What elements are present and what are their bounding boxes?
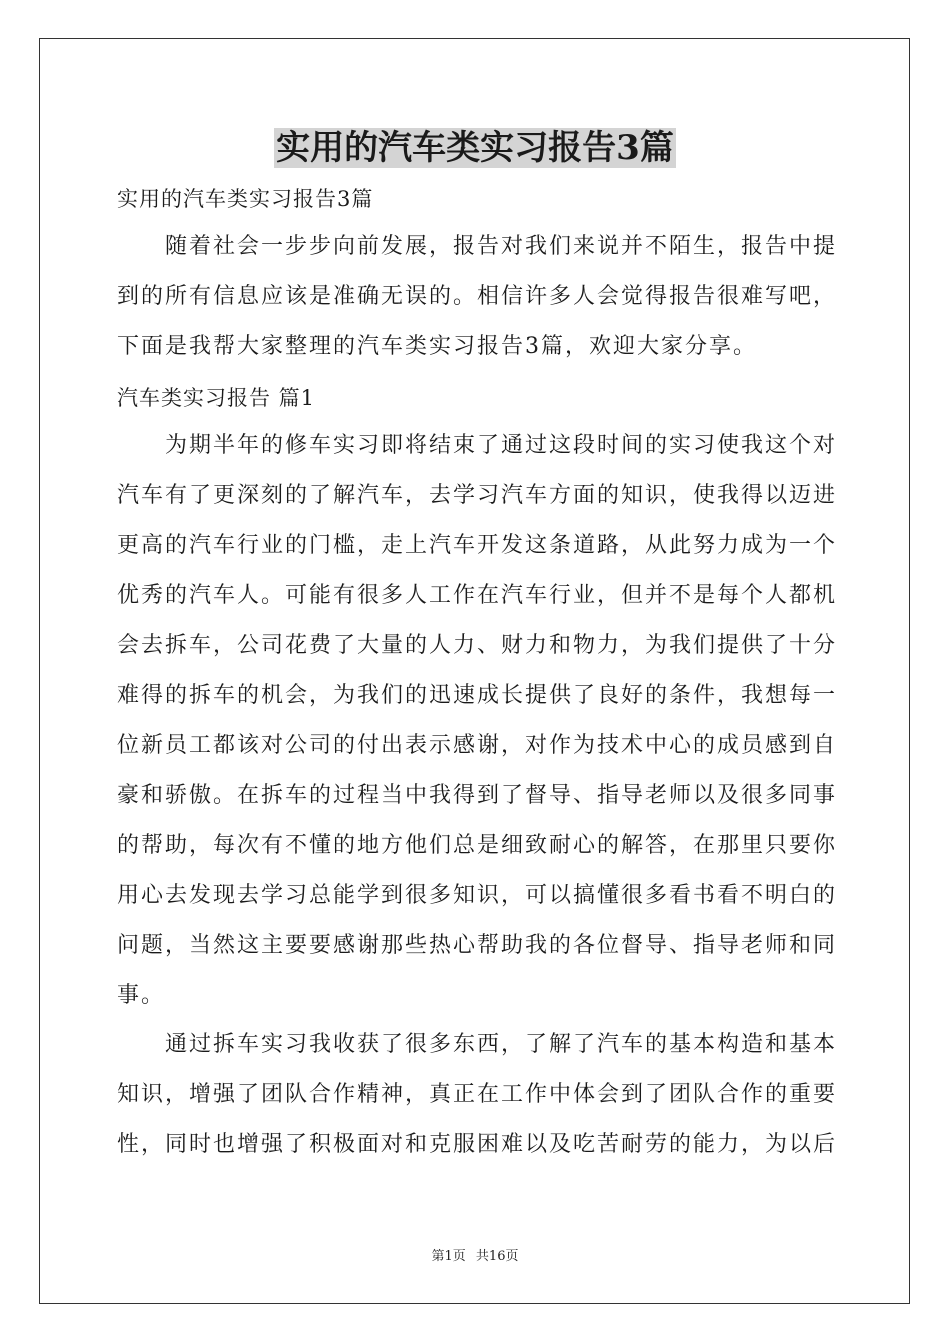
document-subtitle: 实用的汽车类实习报告3篇 xyxy=(117,187,374,211)
intro-block xyxy=(117,222,837,372)
section-heading: 汽车类实习报告 篇1 xyxy=(117,386,316,410)
page-footer: 第1页 共16页 xyxy=(431,1249,519,1264)
body-paragraph-2: 通过拆车实习我收获了很多东西，了解了汽车的基本构造和基本知识，增强了团队合作精神，真正在工作中体会到了团队合作的重要性，同时也增强了积极面对和克服困难以及吃苦耐劳的能力，为以后 xyxy=(117,1032,838,1157)
body-block-2 xyxy=(117,1020,837,1170)
document-title xyxy=(0,124,950,172)
document-title-text: 实用的汽车类实习报告3篇 xyxy=(276,128,674,168)
intro-paragraph: 随着社会一步步向前发展，报告对我们来说并不陌生，报告中提到的所有信息应该是准确无误的。相信许多人会觉得报告很难写吧，下面是我帮大家整理的汽车类实习报告3篇，欢迎大家分享。 xyxy=(117,234,838,359)
body-block-1 xyxy=(117,421,837,1021)
body-paragraph-1: 为期半年的修车实习即将结束了通过这段时间的实习使我这个对汽车有了更深刻的了解汽车，去学习汽车方面的知识，使我得以迈进更高的汽车行业的门槛，走上汽车开发这条道路，从此努力成为一个优秀的汽车人。可能有很多人工作在汽车行业，但并不是每个人都机会去拆车，公司花费了大量的人力、财力和物力，为我们提供了十分难得的拆车的机会，为我们的迅速成长提供了良好的条件，我想每一位新员工都该对公司的付出表示感谢，对作为技术中心的成员感到自豪和骄傲。在拆车的过程当中我得到了督导、指导老师以及很多同事的帮助，每次有不懂的地方他们总是细致耐心的解答，在那里只要你用心去发现去学习总能学到很多知识，可以搞懂很多看书看不明白的问题，当然这主要要感谢那些热心帮助我的各位督导、指导老师和同事。 xyxy=(117,433,838,1008)
